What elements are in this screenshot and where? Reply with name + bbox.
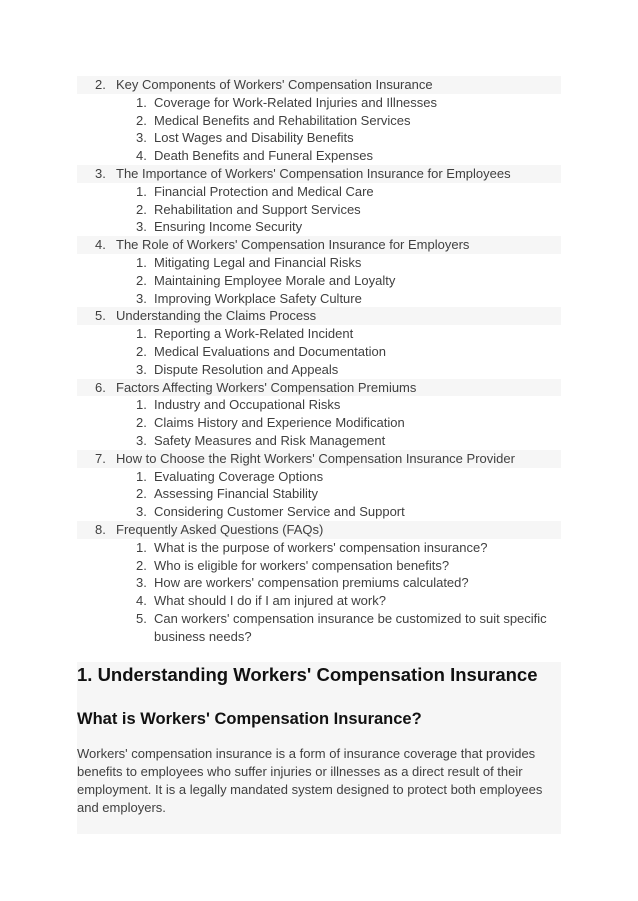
toc-subitem-title: What should I do if I am injured at work? xyxy=(154,593,386,609)
toc-subitem-number: 1. xyxy=(136,397,147,413)
toc-subitem xyxy=(77,574,561,592)
toc-subitem-number: 1. xyxy=(136,468,147,484)
toc-item xyxy=(77,236,561,254)
toc-item-number: 2. xyxy=(95,77,106,92)
section-paragraph: Workers' compensation insurance is a form of insurance coverage that provides benefits to employees who suffer injuries or illnesses as a direct result of their employment. It is a legally mandated system designed to protect both employees and employers. xyxy=(77,746,543,815)
toc-subitem-number: 3. xyxy=(136,504,147,520)
toc-subitem-title: Financial Protection and Medical Care xyxy=(154,183,374,199)
toc-subitem xyxy=(77,290,561,308)
toc-subitem xyxy=(77,129,561,147)
toc-subitem-title: How are workers' compensation premiums calculated? xyxy=(154,575,469,591)
toc-subitem xyxy=(77,343,561,361)
toc-subitem-number: 3. xyxy=(136,130,147,146)
toc-subitem-title: Death Benefits and Funeral Expenses xyxy=(154,148,373,164)
toc-subitem xyxy=(77,361,561,379)
toc-item xyxy=(77,165,561,183)
toc-subitem-title: Industry and Occupational Risks xyxy=(154,397,341,413)
table-of-contents xyxy=(77,76,561,646)
toc-subitem xyxy=(77,432,561,450)
toc-subitem-number: 2. xyxy=(136,557,147,573)
toc-subitem xyxy=(77,610,561,646)
toc-subitem-title: Maintaining Employee Morale and Loyalty xyxy=(154,272,396,288)
toc-subitem xyxy=(77,147,561,165)
toc-item-number: 6. xyxy=(95,379,106,395)
toc-item-title: The Importance of Workers' Compensation Insurance for Employees xyxy=(116,165,511,181)
toc-subitem-title: What is the purpose of workers' compensation insurance? xyxy=(154,539,488,555)
toc-subitem-number: 2. xyxy=(136,343,147,359)
toc-subitem-number: 3. xyxy=(136,290,147,306)
toc-subitem xyxy=(77,396,561,414)
toc-subitem-number: 3. xyxy=(136,432,147,448)
toc-subitem-title: Who is eligible for workers' compensation benefits? xyxy=(154,557,450,573)
toc-subitem-number: 3. xyxy=(136,361,147,377)
toc-item xyxy=(77,307,561,325)
toc-item-number: 3. xyxy=(95,165,106,181)
toc-subitem-title: Lost Wages and Disability Benefits xyxy=(154,130,354,146)
toc-subitem-title: Assessing Financial Stability xyxy=(154,486,319,502)
toc-subitem-title: Considering Customer Service and Support xyxy=(154,504,405,520)
toc-item-title: Key Components of Workers' Compensation Insurance xyxy=(116,77,433,92)
toc-subitem-number: 2. xyxy=(136,201,147,217)
toc-item-title: Frequently Asked Questions (FAQs) xyxy=(116,521,324,537)
toc-subitem xyxy=(77,325,561,343)
toc-item-title: Factors Affecting Workers' Compensation Premiums xyxy=(116,379,417,395)
toc-subitem xyxy=(77,183,561,201)
toc-subitem-number: 5. xyxy=(136,610,147,626)
toc-subitem xyxy=(77,485,561,503)
toc-subitem-number: 3. xyxy=(136,575,147,591)
toc-subitem xyxy=(77,557,561,575)
toc-subitem xyxy=(77,272,561,290)
toc-subitem-title: Rehabilitation and Support Services xyxy=(154,201,361,217)
toc-subitem-title: Medical Benefits and Rehabilitation Services xyxy=(154,112,411,128)
toc-subitem xyxy=(77,592,561,610)
toc-subitem-title: Coverage for Work-Related Injuries and Illnesses xyxy=(154,94,438,110)
toc-subitem-number: 1. xyxy=(136,254,147,270)
toc-subitem-number: 4. xyxy=(136,148,147,164)
toc-subitem-title: Evaluating Coverage Options xyxy=(154,468,324,484)
toc-item-number: 5. xyxy=(95,308,106,324)
toc-item-title: The Role of Workers' Compensation Insurance for Employers xyxy=(116,237,470,253)
toc-item-number: 4. xyxy=(95,237,106,253)
toc-subitem-number: 2. xyxy=(136,272,147,288)
toc-subitem xyxy=(77,94,561,112)
toc-subitem-title: Improving Workplace Safety Culture xyxy=(154,290,362,306)
toc-subitem-title: Claims History and Experience Modification xyxy=(154,415,405,431)
toc-subitem-title: Ensuring Income Security xyxy=(154,219,303,235)
toc-subitem-number: 3. xyxy=(136,219,147,235)
toc-subitem-title: Reporting a Work-Related Incident xyxy=(154,326,354,342)
toc-subitem-title: Dispute Resolution and Appeals xyxy=(154,361,339,377)
toc-item xyxy=(77,76,561,94)
section-heading: 1. Understanding Workers' Compensation Insurance xyxy=(77,664,538,685)
toc-subitem-number: 1. xyxy=(136,94,147,110)
toc-subitem xyxy=(77,539,561,557)
toc-subitem-number: 2. xyxy=(136,486,147,502)
toc-subitem xyxy=(77,468,561,486)
toc-subitem xyxy=(77,112,561,130)
toc-subitem-title: Safety Measures and Risk Management xyxy=(154,432,386,448)
toc-item-number: 8. xyxy=(95,521,106,537)
toc-item xyxy=(77,379,561,397)
toc-subitem-title: Medical Evaluations and Documentation xyxy=(154,343,386,359)
toc-subitem xyxy=(77,254,561,272)
toc-subitem-number: 1. xyxy=(136,183,147,199)
toc-subitem-number: 2. xyxy=(136,112,147,128)
toc-subitem xyxy=(77,414,561,432)
toc-subitem-number: 1. xyxy=(136,539,147,555)
toc-subitem-number: 1. xyxy=(136,326,147,342)
toc-item-title: Understanding the Claims Process xyxy=(116,308,317,324)
toc-item xyxy=(77,450,561,468)
toc-subitem-number: 2. xyxy=(136,415,147,431)
toc-item-number: 7. xyxy=(95,450,106,466)
toc-subitem xyxy=(77,503,561,521)
toc-subitem-number: 4. xyxy=(136,593,147,609)
toc-subitem xyxy=(77,218,561,236)
toc-item xyxy=(77,521,561,539)
toc-subitem-title: Mitigating Legal and Financial Risks xyxy=(154,254,362,270)
toc-subitem xyxy=(77,201,561,219)
section-subheading: What is Workers' Compensation Insurance? xyxy=(77,710,422,728)
section-content xyxy=(77,662,561,834)
toc-item-title: How to Choose the Right Workers' Compensation Insurance Provider xyxy=(116,450,515,466)
toc-subitem-title: Can workers' compensation insurance be customized to suit specific business needs? xyxy=(154,610,547,644)
